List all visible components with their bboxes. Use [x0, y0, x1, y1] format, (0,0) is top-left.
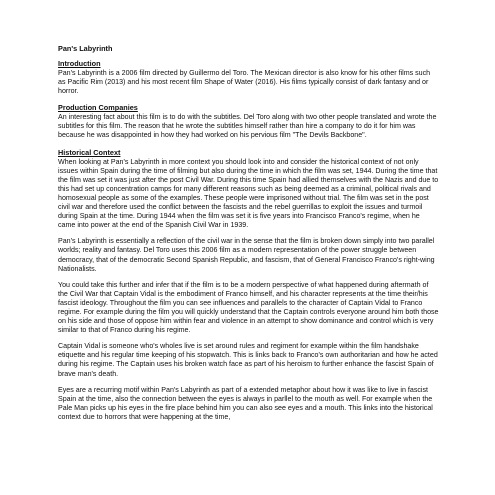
- document-title: Pan's Labyrinth: [58, 44, 113, 53]
- paragraph: Pan's Labyrinth is a 2006 film directed by Guillermo del Toro. The Mexican director is also know for his other films such as Pacific Rim (2013) and his most recent film Shape of Water (2016). His films typically consist of dark fantasy and or horror.: [58, 69, 431, 96]
- section-introduction: [58, 59, 439, 96]
- section-heading-production-companies: Production Companies: [58, 103, 138, 113]
- section-heading-historical-context: Historical Context: [58, 147, 121, 157]
- paragraph: You could take this further and infer that if the film is to be a modern perspective of what happened during aftermath of the Civil War that Captain Vidal is the embodiment of Franco himself, and his character represents at the time their/his fascist ideology. Throughout the film you can see influences and parallels to the character of Captain Vidal to Franco regime. For example during the film you will quickly understand that the Captain controls everyone around him both those on his side and those of oppose him within fear and violence in an attempt to show dominance and control which is very similar to that of Franco during his regime.: [58, 280, 439, 335]
- paragraph: Pan's Labyrinth is essentially a reflection of the civil war in the sense that the film is broken down simply into two parallel worlds; reality and fantasy. Del Toro uses this 2006 film as a modern representation of the power struggle between democracy, that of the democratic Second Spanish Republic, and fascism, that of General Francisco Franco's right-wing Nationalists.: [58, 237, 435, 273]
- paragraph: An interesting fact about this film is to do with the subtitles. Del Toro along with two other people translated and wrote the subtitles for this film. The reason that he wrote the subtitles himself rather than hire a company to do it for him was because he was disappointed in how they had worked on his pervious film "The Devils Backbone".: [58, 113, 437, 140]
- paragraph: Captain Vidal is someone who's wholes live is set around rules and regiment for example within the film handshake etiquette and his regular time keeping of his stopwatch. This is links back to Franco's own authoritarian and how he acted during his regime. The Captain uses his broken watch face as part of his heroism to further enhance the fascist Spain of brave man's death.: [58, 342, 438, 378]
- paragraph: Eyes are a recurring motif within Pan's Labyrinth as part of a extended metaphor about how it was like to live in fascist Spain at the time, also the connection between the eyes is always in parllel to the mouth as well. For example when the Pale Man picks up his eyes in the fire place behind him you can also see eyes and a mouth. This links into the historical context due to horrors that were happening at the time,: [58, 385, 433, 421]
- paragraph: When looking at Pan's Labyrinth in more context you should look into and consider the historical context of not only issues within Spain during the time of filming but also during the time in which the film was set, 1944. During the time that the film was set it was just after the post Civil War. During this time Spain had allied themselves with the Nazis and due to this had set up concentration camps for many different reasons such as being deemed as a criminal, political rivals and homosexual people as some of the examples. These people were imprisoned without trial. The film was set in the post civil war and therefore used the conflict between the fascists and the rebel guerrillas to exploit the issues and turmoil during Spain at the time. During 1944 when the film was set it is five years into Francisco Franco's regime, when he came into power at the end of the Spanish Civil War in 1939.: [58, 157, 439, 230]
- section-production-companies: [58, 103, 439, 140]
- section-heading-introduction: Introduction: [58, 59, 101, 68]
- section-historical-context: [58, 148, 439, 422]
